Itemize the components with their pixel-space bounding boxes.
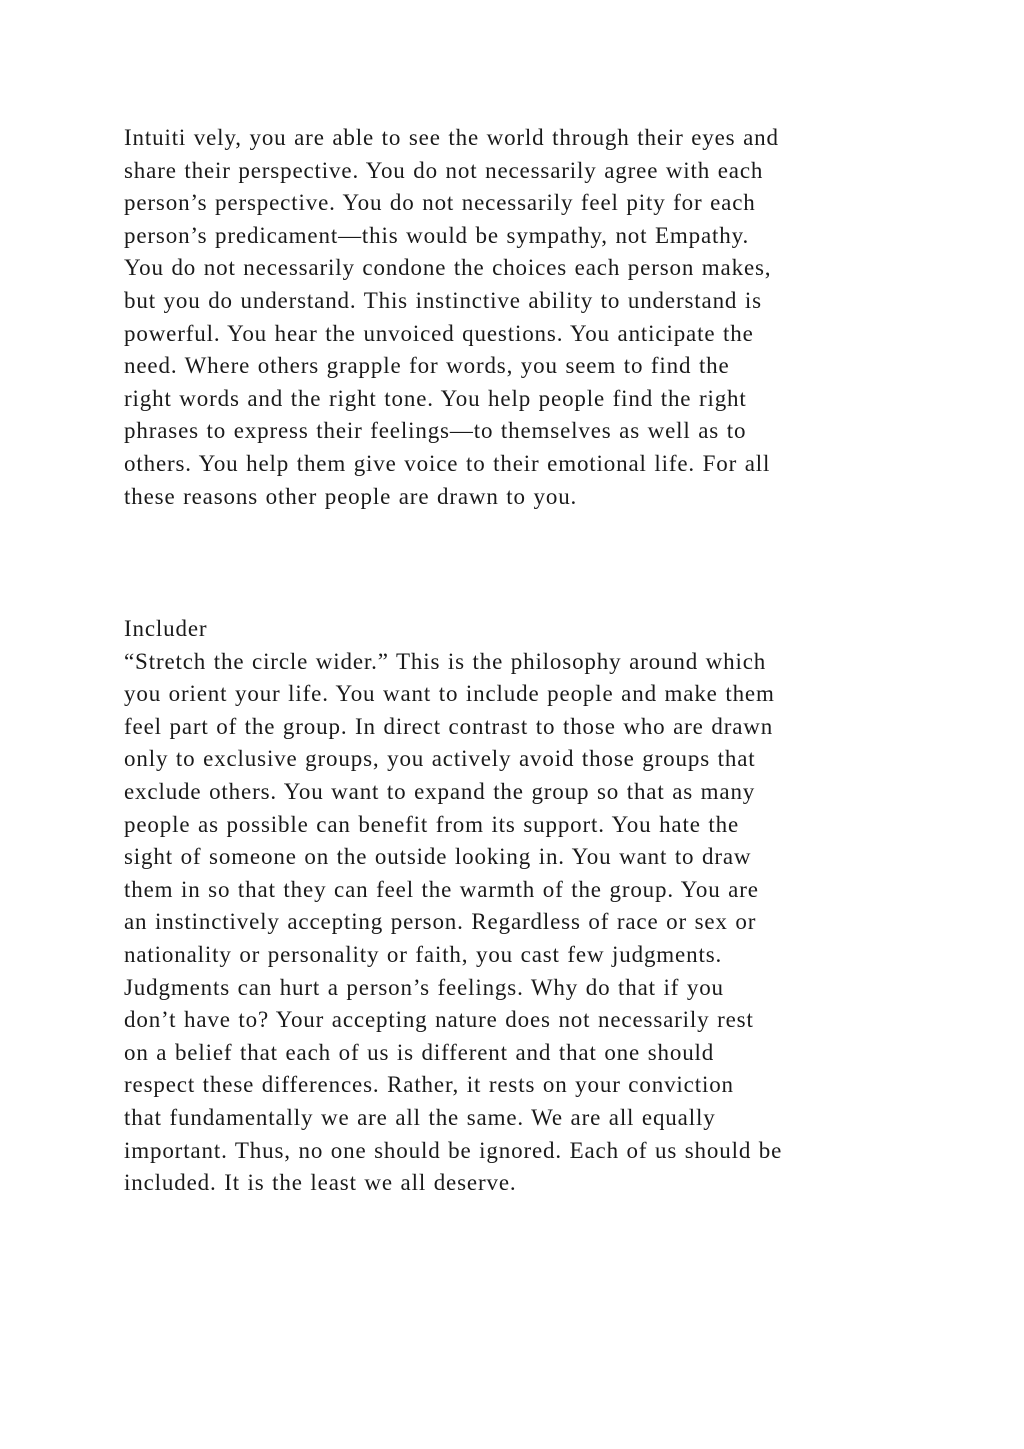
text-line: important. Thus, no one should be ignored. Each of us should be: [124, 1137, 783, 1163]
section-includer: [124, 613, 944, 1200]
text-line: feel part of the group. In direct contrast to those who are drawn: [124, 713, 774, 739]
paragraph-empathy: [124, 122, 944, 513]
text-line: exclude others. You want to expand the group so that as many: [124, 778, 756, 804]
text-line: share their perspective. You do not necessarily agree with each: [124, 157, 764, 183]
text-line: person’s perspective. You do not necessarily feel pity for each: [124, 190, 756, 216]
section-heading: Includer: [124, 616, 208, 641]
text-line: right words and the right tone. You help people find the right: [124, 385, 747, 411]
text-line: people as possible can benefit from its support. You hate the: [124, 811, 740, 837]
text-line: others. You help them give voice to their emotional life. For all: [124, 450, 771, 476]
text-line: on a belief that each of us is different and that one should: [124, 1039, 715, 1065]
text-line: them in so that they can feel the warmth of the group. You are: [124, 876, 759, 902]
text-line: nationality or personality or faith, you cast few judgments.: [124, 941, 723, 967]
text-line: need. Where others grapple for words, you seem to find the: [124, 353, 730, 379]
text-line: included. It is the least we all deserve.: [124, 1170, 517, 1196]
text-line: but you do understand. This instinctive ability to understand is: [124, 287, 762, 313]
text-line: powerful. You hear the unvoiced questions. You anticipate the: [124, 320, 754, 346]
text-line: person’s predicament—this would be sympathy, not Empathy.: [124, 222, 750, 248]
text-line: sight of someone on the outside looking in. You want to draw: [124, 844, 752, 870]
text-line: Intuiti vely, you are able to see the world through their eyes and: [124, 125, 779, 150]
text-line: an instinctively accepting person. Regardless of race or sex or: [124, 909, 757, 935]
text-line: these reasons other people are drawn to you.: [124, 483, 578, 509]
text-line: only to exclusive groups, you actively avoid those groups that: [124, 746, 756, 772]
text-line: Judgments can hurt a person’s feelings. Why do that if you: [124, 974, 724, 1000]
text-line: phrases to express their feelings—to themselves as well as to: [124, 418, 747, 444]
text-line: don’t have to? Your accepting nature does not necessarily rest: [124, 1007, 754, 1033]
text-line: that fundamentally we are all the same. We are all equally: [124, 1104, 716, 1130]
text-line: “Stretch the circle wider.” This is the philosophy around which: [124, 648, 767, 674]
text-line: You do not necessarily condone the choices each person makes,: [124, 255, 772, 281]
text-line: you orient your life. You want to include people and make them: [124, 681, 775, 707]
text-line: respect these differences. Rather, it rests on your conviction: [124, 1072, 734, 1098]
